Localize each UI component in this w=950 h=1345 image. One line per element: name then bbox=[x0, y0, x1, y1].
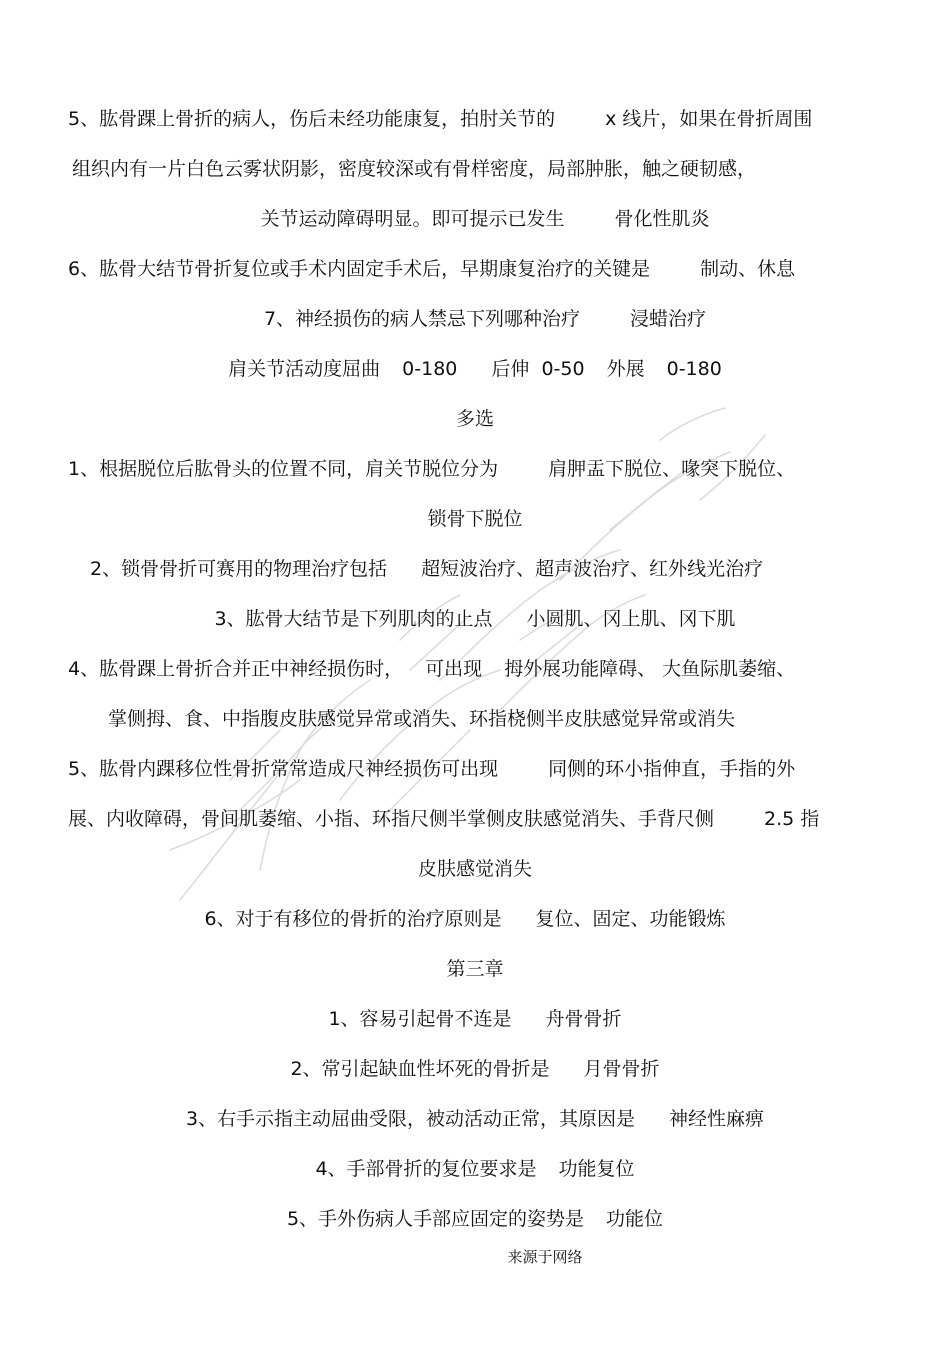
text-line-11 bbox=[0, 606, 950, 632]
answer-text: 功能复位 bbox=[558, 1158, 635, 1180]
answer-text: 月骨骨折 bbox=[583, 1058, 660, 1080]
question-text: 3、肱骨大结节是下列肌肉的止点 bbox=[214, 608, 493, 630]
text-line-3 bbox=[0, 206, 950, 232]
answer-text: 功能位 bbox=[606, 1208, 664, 1230]
text-line-16 bbox=[0, 856, 950, 882]
answer-text: 皮肤感觉消失 bbox=[417, 858, 532, 880]
answer-text: 锁骨下脱位 bbox=[427, 508, 523, 530]
answer-text: 2.5 指 bbox=[764, 808, 820, 830]
text-line-8 bbox=[0, 456, 950, 482]
answer-text: 小圆肌、冈上肌、冈下肌 bbox=[526, 608, 736, 630]
text-line-1 bbox=[0, 106, 950, 132]
label-text: 肩关节活动度屈曲 bbox=[228, 358, 381, 380]
answer-text: 制动、休息 bbox=[700, 258, 796, 280]
question-text: 6、对于有移位的骨折的治疗原则是 bbox=[204, 908, 502, 930]
page-footer: 来源于网络 bbox=[507, 1248, 583, 1266]
text-line-15 bbox=[0, 806, 950, 832]
text-line-14 bbox=[0, 756, 950, 782]
heading-text: 多选 bbox=[455, 408, 494, 430]
answer-text: 超短波治疗、超声波治疗、红外线光治疗 bbox=[421, 558, 764, 580]
text-line-10 bbox=[0, 556, 950, 582]
question-text: 5、手外伤病人手部应固定的姿势是 bbox=[286, 1208, 585, 1230]
answer-text: 神经性麻痹 bbox=[669, 1108, 765, 1130]
question-text: 5、肱骨内踝移位性骨折常常造成尺神经损伤可出现 bbox=[68, 758, 499, 780]
question-text: 4、肱骨踝上骨折合并正中神经损伤时， bbox=[68, 658, 404, 680]
question-text: 1、根据脱位后肱骨头的位置不同，肩关节脱位分为 bbox=[68, 458, 499, 480]
text-line-4 bbox=[0, 256, 950, 282]
text-line-6 bbox=[0, 356, 950, 382]
answer-text: 同侧的环小指伸直，手指的外 bbox=[548, 758, 796, 780]
heading-text: 第三章 bbox=[446, 958, 504, 980]
text-line-2 bbox=[0, 156, 950, 182]
answer-text: 舟骨骨折 bbox=[545, 1008, 622, 1030]
text-line-20 bbox=[0, 1056, 950, 1082]
question-text: 组织内有一片白色云雾状阴影，密度较深或有骨样密度，局部肿胀，触之硬韧感， bbox=[72, 158, 757, 180]
text-line-22 bbox=[0, 1156, 950, 1182]
value-text: 后伸 0-50 bbox=[491, 358, 585, 380]
question-text: 2、常引起缺血性坏死的骨折是 bbox=[290, 1058, 550, 1080]
answer-text: 骨化性肌炎 bbox=[614, 208, 710, 230]
section-heading-chapter-3 bbox=[0, 956, 950, 982]
answer-text: 复位、固定、功能锻炼 bbox=[535, 908, 726, 930]
question-text: 5、肱骨踝上骨折的病人，伤后未经功能康复，拍肘关节的 bbox=[68, 108, 556, 130]
text-line-5 bbox=[0, 306, 950, 332]
answer-text: 掌侧拇、食、中指腹皮肤感觉异常或消失、环指桡侧半皮肤感觉异常或消失 bbox=[108, 708, 736, 730]
label-text: 外展 bbox=[606, 358, 645, 380]
question-text: 3、右手示指主动屈曲受限，被动活动正常，其原因是 bbox=[185, 1108, 636, 1130]
value-text: 0-180 bbox=[666, 358, 722, 380]
question-text: 7、神经损伤的病人禁忌下列哪种治疗 bbox=[263, 308, 581, 330]
question-text: 可出现 bbox=[425, 658, 483, 680]
question-text: 2、锁骨骨折可赛用的物理治疗包括 bbox=[90, 558, 388, 580]
text-line-19 bbox=[0, 1006, 950, 1032]
answer-text: 肩胛盂下脱位、喙突下脱位、 bbox=[548, 458, 796, 480]
value-text: 0-180 bbox=[402, 358, 458, 380]
answer-text: 展、内收障碍，骨间肌萎缩、小指、环指尺侧半掌侧皮肤感觉消失、手背尺侧 bbox=[68, 808, 715, 830]
question-text: 4、手部骨折的复位要求是 bbox=[315, 1158, 537, 1180]
text-line-12 bbox=[0, 656, 950, 682]
text-line-9 bbox=[0, 506, 950, 532]
question-text: 关节运动障碍明显。即可提示已发生 bbox=[260, 208, 565, 230]
text-line-21 bbox=[0, 1106, 950, 1132]
question-text: 6、肱骨大结节骨折复位或手术内固定手术后，早期康复治疗的关键是 bbox=[68, 258, 651, 280]
text-line-23 bbox=[0, 1206, 950, 1232]
answer-text: 拇外展功能障碍、 大鱼际肌萎缩、 bbox=[504, 658, 796, 680]
section-heading-multi bbox=[0, 406, 950, 432]
answer-text: 浸蜡治疗 bbox=[630, 308, 707, 330]
text-line-13 bbox=[0, 706, 950, 732]
answer-text: x 线片，如果在骨折周围 bbox=[605, 108, 813, 130]
text-line-17 bbox=[0, 906, 950, 932]
question-text: 1、容易引起骨不连是 bbox=[328, 1008, 512, 1030]
